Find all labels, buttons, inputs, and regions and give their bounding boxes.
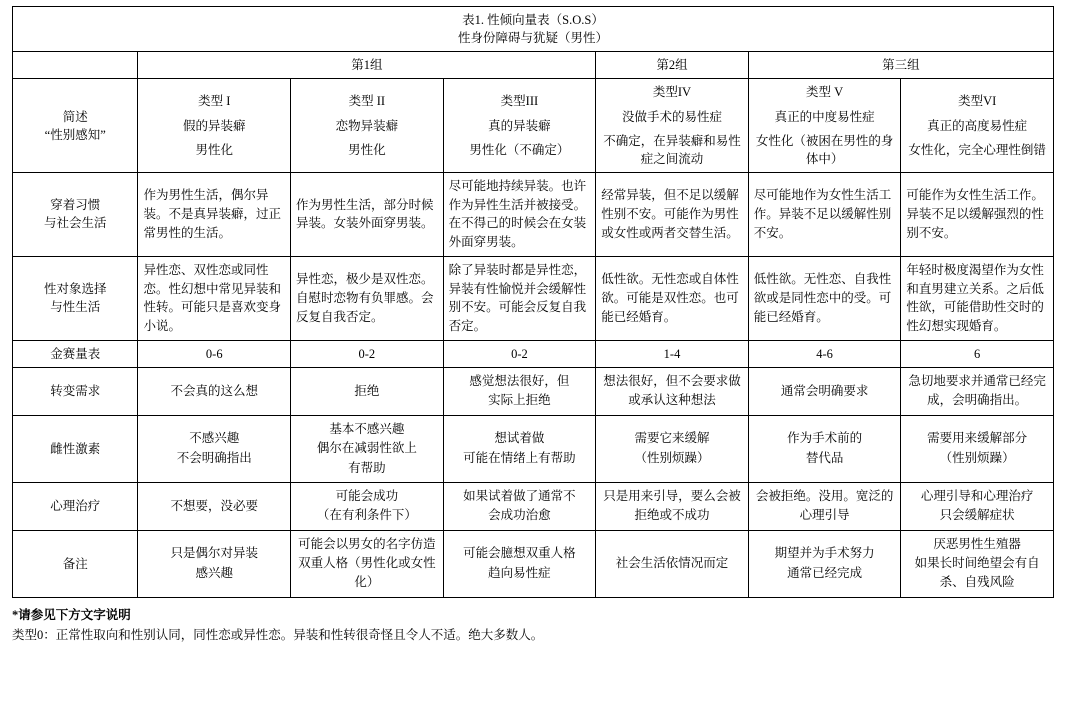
type-header-5	[748, 79, 901, 173]
cell-therapy-2	[291, 482, 444, 530]
row-label-therapy: 心理治疗	[13, 482, 138, 530]
cell-text: 异性恋，极少是双性恋。自慰时恋物有负罪感。会反复自我否定。	[296, 272, 434, 324]
cell-text: 期望并为手术努力 通常已经完成	[774, 546, 875, 580]
cell-text: 基本不感兴趣 偶尔在减弱性欲上 有帮助	[316, 421, 417, 475]
cell-hormone-6	[901, 415, 1054, 482]
cell-text: 如果试着做了通常不 会成功治愈	[463, 488, 576, 523]
group-header-1: 第1组	[138, 52, 596, 79]
row-label-summary-sub: “性别感知”	[44, 127, 106, 142]
cell-hormone-3	[443, 415, 596, 482]
cell-hormone-2	[291, 415, 444, 482]
title-line-2: 性身份障碍与犹疑（男性）	[457, 31, 608, 46]
cell-dress-3	[443, 172, 596, 256]
title-line-1: 表1. 性倾向量表（S.O.S）	[462, 13, 604, 27]
cell-therapy-6	[901, 482, 1054, 530]
footnote-line-2: 类型0：正常性取向和性别认同，同性恋或异性恋。异装和性转很奇怪且令人不适。绝大多数人。	[12, 627, 544, 642]
row-label-object	[13, 256, 138, 340]
row-label-dress-sub: 与社会生活	[43, 216, 107, 231]
type-desc-1: 假的异装癖	[183, 118, 246, 133]
footnotes	[12, 605, 1054, 645]
cell-text: 会被拒绝。没用。宽泛的心理引导	[755, 488, 894, 523]
cell-text: 低性欲。无性恋、自我性欲或是同性恋中的受。可能已经婚育。	[753, 272, 892, 324]
table-title	[13, 7, 1054, 52]
cell-text: 作为男性生活，偶尔异装。不是真异装癖，过正常男性的生活。	[143, 188, 281, 240]
table-title-row	[13, 7, 1054, 52]
cell-text: 厌恶男性生殖器 如果长时间绝望会有自杀、自残风险	[914, 536, 1040, 590]
type-desc-5: 真正的中度易性症	[774, 109, 875, 124]
row-label-summary	[13, 79, 138, 173]
cell-text: 异性恋、双性恋或同性恋。性幻想中常见异装和性转。可能只是喜欢变身小说。	[143, 262, 281, 334]
sos-table	[12, 6, 1054, 598]
row-label-object-sub: 与性生活	[50, 300, 101, 315]
cell-notes-6	[901, 530, 1054, 597]
cell-text: 作为男性生活，部分时候异装。女装外面穿男装。	[296, 197, 434, 231]
row-label-object-main: 性对象选择	[43, 282, 107, 297]
cell-text: 尽可能地持续异装。也许作为异性生活并被接受。在不得己的时候会在女装外面穿男装。	[448, 178, 587, 250]
cell-change-4	[596, 368, 749, 416]
type-extra-4: 不确定，在异装癖和易性症之间流动	[603, 133, 741, 166]
row-label-summary-main: 简述	[62, 109, 88, 124]
cell-notes-5	[748, 530, 901, 597]
cell-text: 不会真的这么想	[170, 383, 259, 398]
cell-text: 经常异装，但不足以缓解性别不安。可能作为男性或女性或两者交替生活。	[601, 188, 739, 240]
cell-object-2	[291, 256, 444, 340]
cell-kinsey-6: 6	[901, 340, 1054, 367]
type-name-4: 类型IV	[652, 85, 692, 100]
type-extra-3: 男性化（不确定）	[469, 142, 570, 157]
cell-text: 想试着做 可能在情绪上有帮助	[463, 431, 576, 465]
row-summary	[13, 79, 1054, 173]
type-desc-2: 恋物异装癖	[335, 118, 399, 133]
row-dress	[13, 172, 1054, 256]
cell-dress-4	[596, 172, 749, 256]
cell-text: 社会生活依情况而定	[615, 556, 729, 570]
row-hormone	[13, 415, 1054, 482]
group-header-2: 第2组	[596, 52, 749, 79]
cell-text: 拒绝	[354, 383, 380, 398]
cell-kinsey-4: 1-4	[596, 340, 749, 367]
cell-text: 年轻时极度渴望作为女性和直男建立关系。之后低性欲，可能借助性交时的性幻想实现婚育。	[906, 262, 1044, 334]
cell-notes-4	[596, 530, 749, 597]
cell-text: 可能会臆想双重人格 趋向易性症	[463, 546, 576, 580]
cell-text: 除了异装时都是异性恋，异装有性愉悦并会缓解性别不安。可能会反复自我否定。	[448, 262, 587, 334]
type-desc-6: 真正的高度易性症	[927, 118, 1028, 133]
cell-kinsey-2: 0-2	[291, 340, 444, 367]
row-object	[13, 256, 1054, 340]
type-header-1	[138, 79, 291, 173]
cell-text: 需要它来缓解 （性别烦躁）	[634, 431, 710, 465]
type-header-4	[596, 79, 749, 173]
cell-hormone-1	[138, 415, 291, 482]
cell-dress-6	[901, 172, 1054, 256]
type-name-3: 类型III	[500, 94, 539, 109]
cell-text: 急切地要求并通常已经完成，会明确指出。	[908, 374, 1046, 408]
cell-hormone-5	[748, 415, 901, 482]
cell-text: 低性欲。无性恋或自体性欲。可能是双性恋。也可能已经婚育。	[601, 272, 739, 324]
type-desc-3: 真的异装癖	[488, 118, 551, 133]
cell-therapy-3	[443, 482, 596, 530]
cell-text: 可能会成功 （在有利条件下）	[316, 488, 417, 523]
row-label-notes: 备注	[13, 530, 138, 597]
cell-notes-1	[138, 530, 291, 597]
row-kinsey	[13, 340, 1054, 367]
cell-kinsey-3: 0-2	[443, 340, 596, 367]
cell-change-1	[138, 368, 291, 416]
footnote-line-1: *请参见下方文字说明	[12, 607, 131, 622]
type-name-6: 类型VI	[958, 94, 997, 109]
cell-text: 作为手术前的 替代品	[787, 431, 863, 465]
cell-object-5	[748, 256, 901, 340]
type-desc-4: 没做手术的易性症	[621, 109, 722, 124]
cell-text: 心理引导和心理治疗 只会缓解症状	[920, 488, 1034, 523]
row-label-dress	[13, 172, 138, 256]
group-header-3: 第三组	[748, 52, 1053, 79]
cell-change-3	[443, 368, 596, 416]
cell-text: 想法很好，但不会要求做或承认这种想法	[603, 374, 741, 408]
type-name-2: 类型 II	[348, 94, 386, 109]
cell-notes-3	[443, 530, 596, 597]
type-header-6	[901, 79, 1054, 173]
row-label-change: 转变需求	[13, 368, 138, 416]
cell-text: 不想要，没必要	[170, 498, 259, 513]
cell-therapy-4	[596, 482, 749, 530]
cell-object-6	[901, 256, 1054, 340]
cell-text: 可能会以男女的名字仿造双重人格（男性化或女性化）	[298, 536, 436, 590]
cell-text: 只是用来引导，要么会被拒绝或不成功	[603, 488, 741, 523]
row-notes	[13, 530, 1054, 597]
cell-text: 感觉想法很好，但 实际上拒绝	[469, 374, 570, 408]
cell-text: 需要用来缓解部分 （性别烦躁）	[927, 431, 1028, 465]
type-header-2	[291, 79, 444, 173]
cell-notes-2	[291, 530, 444, 597]
cell-kinsey-5: 4-6	[748, 340, 901, 367]
type-name-5: 类型 V	[805, 85, 844, 100]
cell-therapy-1	[138, 482, 291, 530]
cell-therapy-5	[748, 482, 901, 530]
type-extra-5: 女性化（被困在男性的身体中）	[755, 133, 894, 166]
cell-kinsey-1: 0-6	[138, 340, 291, 367]
type-extra-2: 男性化	[348, 142, 386, 157]
cell-text: 尽可能地作为女性生活工作。异装不足以缓解性别不安。	[753, 188, 892, 240]
row-label-dress-main: 穿着习惯	[50, 198, 101, 213]
type-extra-6: 女性化，完全心理性倒错	[908, 142, 1046, 157]
cell-object-3	[443, 256, 596, 340]
type-extra-1: 男性化	[195, 142, 234, 157]
cell-change-6	[901, 368, 1054, 416]
cell-hormone-4	[596, 415, 749, 482]
row-label-kinsey: 金赛量表	[13, 340, 138, 367]
cell-dress-5	[748, 172, 901, 256]
row-therapy	[13, 482, 1054, 530]
row-change	[13, 368, 1054, 416]
row-label-hormone: 雌性激素	[13, 415, 138, 482]
cell-change-2	[291, 368, 444, 416]
cell-text: 可能作为女性生活工作。异装不足以缓解强烈的性别不安。	[906, 188, 1044, 240]
cell-text: 通常会明确要求	[780, 383, 869, 398]
cell-text: 只是偶尔对异装 感兴趣	[170, 546, 259, 580]
type-header-3	[443, 79, 596, 173]
cell-object-1	[138, 256, 291, 340]
group-header-blank	[13, 52, 138, 79]
group-header-row	[13, 52, 1054, 79]
type-name-1: 类型 I	[198, 94, 231, 109]
cell-text: 不感兴趣 不会明确指出	[176, 431, 252, 465]
cell-change-5	[748, 368, 901, 416]
cell-dress-2	[291, 172, 444, 256]
cell-object-4	[596, 256, 749, 340]
cell-dress-1	[138, 172, 291, 256]
